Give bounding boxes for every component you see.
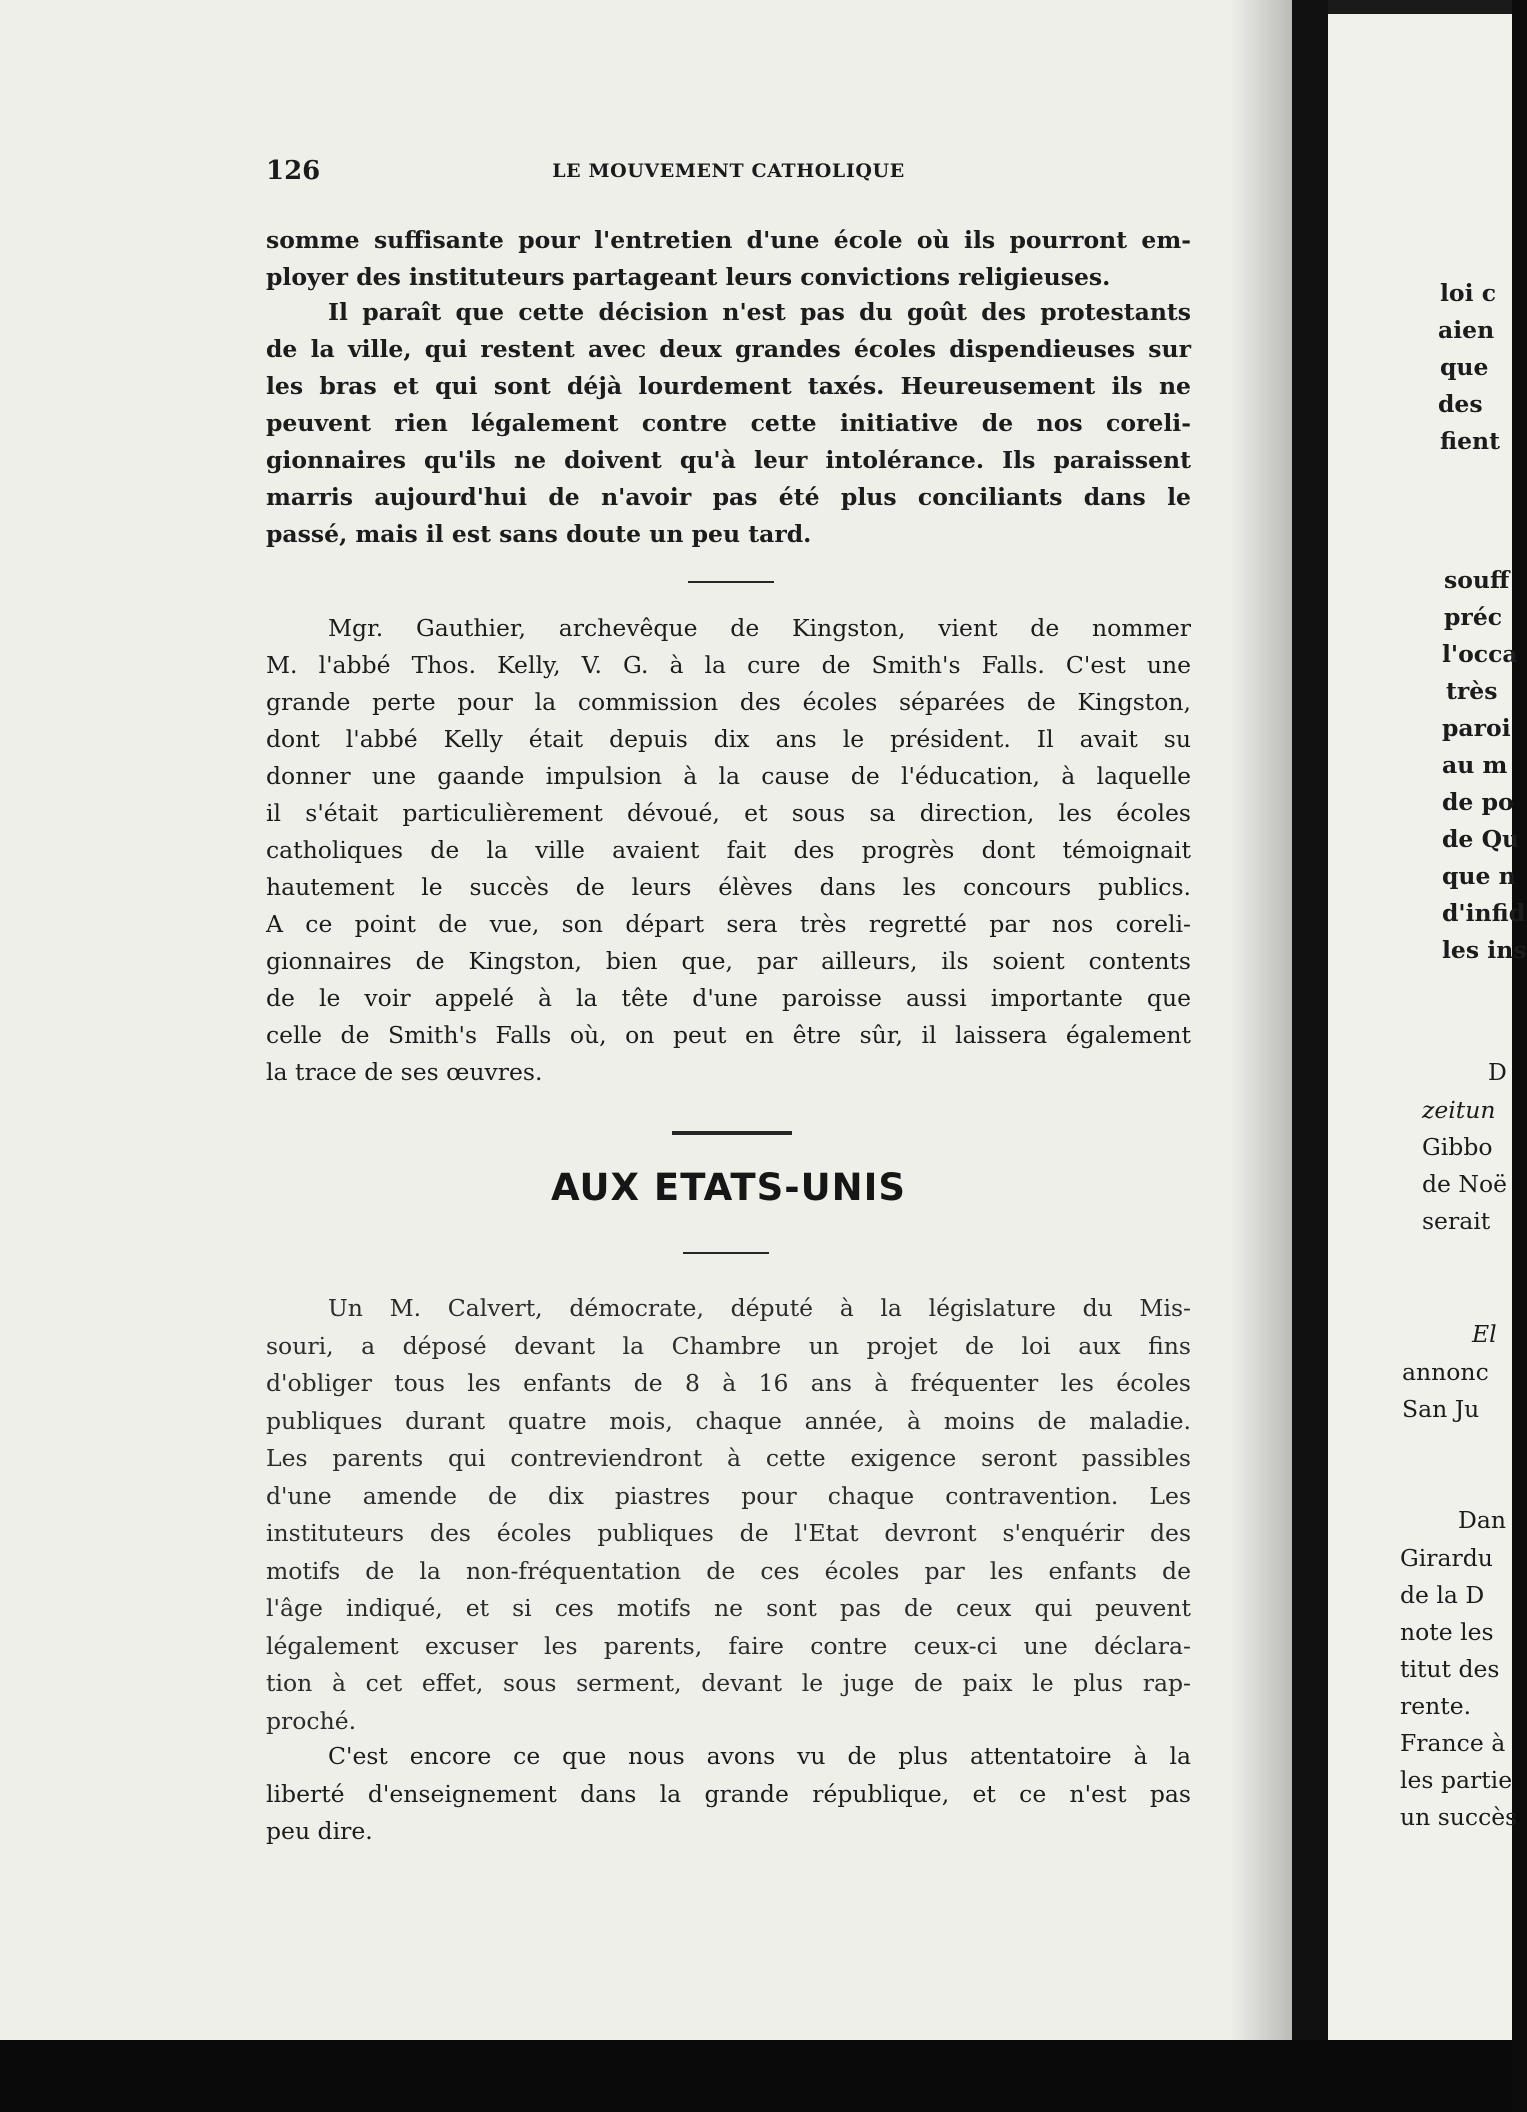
separator-rule xyxy=(688,581,774,583)
right-page-fragment: rente. xyxy=(1400,1692,1472,1720)
right-page-fragment: fient xyxy=(1440,427,1500,455)
text-line: d'obliger tous les enfants de 8 à 16 ans à fréquenter les écoles xyxy=(266,1369,1191,1397)
text-line: liberté d'enseignement dans la grande république, et ce n'est pas xyxy=(266,1779,1191,1808)
right-page-fragment: des xyxy=(1438,390,1483,418)
text-line: publiques durant quatre mois, chaque année, à moins de maladie. xyxy=(266,1406,1191,1435)
right-page-fragment: Dan xyxy=(1458,1506,1506,1534)
text-line: de le voir appelé à la tête d'une paroisse aussi importante que xyxy=(266,984,1191,1012)
right-page-fragment: note les xyxy=(1400,1618,1494,1646)
right-page-fragment: zeitun xyxy=(1422,1096,1496,1124)
right-page-fragment: souff xyxy=(1444,566,1510,594)
page-number: 126 xyxy=(266,156,321,186)
text-line: C'est encore ce que nous avons vu de plus attentatoire à la xyxy=(328,1742,1191,1770)
gutter-shadow xyxy=(1230,0,1292,2040)
text-line: légalement excuser les parents, faire contre ceux-ci une déclara- xyxy=(266,1631,1191,1660)
text-line: il s'était particulièrement dévoué, et sous sa direction, les écoles xyxy=(266,799,1191,827)
book-gutter xyxy=(1292,0,1328,2112)
text-line: peuvent rien légalement contre cette initiative de nos coreli- xyxy=(266,409,1191,437)
text-line: de la ville, qui restent avec deux grandes écoles dispendieuses sur xyxy=(266,335,1191,363)
right-page-fragment: aien xyxy=(1438,316,1495,344)
text-line: M. l'abbé Thos. Kelly, V. G. à la cure de Smith's Falls. C'est une xyxy=(266,651,1191,679)
text-line: l'âge indiqué, et si ces motifs ne sont pas de ceux qui peuvent xyxy=(266,1594,1191,1622)
right-page-fragment: les ins xyxy=(1442,936,1527,964)
section-rule-top xyxy=(672,1131,792,1135)
right-page-fragment: serait xyxy=(1422,1207,1491,1235)
paragraph-continuation xyxy=(266,222,1191,295)
text-line: hautement le succès de leurs élèves dans les concours publics. xyxy=(266,873,1191,901)
text-line: grande perte pour la commission des écoles séparées de Kingston, xyxy=(266,688,1191,716)
text-line: tion à cet effet, sous serment, devant le juge de paix le plus rap- xyxy=(266,1669,1191,1697)
text-line: celle de Smith's Falls où, on peut en être sûr, il laissera également xyxy=(266,1021,1191,1049)
page-header xyxy=(266,156,1191,186)
text-line: peu dire. xyxy=(266,1817,373,1845)
text-line: proché. xyxy=(266,1706,357,1735)
right-page-fragment: San Ju xyxy=(1402,1395,1480,1423)
right-page-fragment: de Noë xyxy=(1422,1170,1508,1198)
running-title: LE MOUVEMENT CATHOLIQUE xyxy=(552,160,905,182)
text-line: marris aujourd'hui de n'avoir pas été plus conciliants dans le xyxy=(266,483,1191,511)
right-page-fragment: l'occa xyxy=(1442,640,1518,668)
right-page-fragment: France à xyxy=(1400,1729,1506,1757)
text-line: ployer des instituteurs partageant leurs convictions religieuses. xyxy=(266,262,1111,291)
text-line: souri, a déposé devant la Chambre un projet de loi aux fins xyxy=(266,1331,1191,1360)
text-line: catholiques de la ville avaient fait des progrès dont témoignait xyxy=(266,836,1191,864)
right-page-fragment: paroi xyxy=(1442,714,1511,742)
right-page-fragment: préc xyxy=(1444,603,1503,631)
right-page-fragment: que xyxy=(1440,353,1489,381)
right-page-fragment: loi c xyxy=(1440,279,1497,307)
text-line: Il paraît que cette décision n'est pas du goût des protestants xyxy=(328,298,1191,326)
right-page-fragment: annonc xyxy=(1402,1358,1489,1386)
right-page-fragment: El xyxy=(1472,1320,1497,1348)
text-line: Les parents qui contreviendront à cette exigence seront passibles xyxy=(266,1444,1191,1472)
text-line: instituteurs des écoles publiques de l'Etat devront s'enquérir des xyxy=(266,1519,1191,1547)
text-line: motifs de la non-fréquentation de ces écoles par les enfants de xyxy=(266,1556,1191,1585)
right-page-fragment: au m xyxy=(1442,751,1508,779)
right-page-fragment: D xyxy=(1488,1058,1507,1086)
text-line: somme suffisante pour l'entretien d'une école où ils pourront em- xyxy=(266,226,1191,254)
text-line: la trace de ses œuvres. xyxy=(266,1058,543,1086)
text-line: gionnaires qu'ils ne doivent qu'à leur intolérance. Ils paraissent xyxy=(266,446,1191,474)
text-line: les bras et qui sont déjà lourdement taxés. Heureusement ils ne xyxy=(266,372,1191,400)
right-page-fragment: les partie xyxy=(1400,1766,1513,1794)
scan-bottom-edge xyxy=(0,2040,1512,2112)
right-page-fragment: très xyxy=(1446,677,1498,705)
section-title: AUX ETATS-UNIS xyxy=(550,1166,907,1209)
right-page-fragment: d'infid xyxy=(1442,899,1526,927)
right-page-fragment: de la D xyxy=(1400,1581,1485,1609)
paragraph-calvert xyxy=(266,1290,1191,1740)
text-line: Mgr. Gauthier, archevêque de Kingston, vient de nommer xyxy=(328,614,1191,642)
section-rule-bottom xyxy=(683,1252,769,1254)
text-line: Un M. Calvert, démocrate, député à la législature du Mis- xyxy=(328,1294,1191,1322)
text-line: passé, mais il est sans doute un peu tard. xyxy=(266,520,812,548)
paragraph-conclusion xyxy=(266,1738,1191,1851)
right-page-fragment: de po xyxy=(1442,788,1514,816)
text-line: A ce point de vue, son départ sera très regretté par nos coreli- xyxy=(266,910,1191,938)
right-page-edge xyxy=(1328,14,1527,2054)
paragraph-gauthier xyxy=(266,610,1191,1091)
text-line: d'une amende de dix piastres pour chaque contravention. Les xyxy=(266,1481,1191,1510)
text-line: gionnaires de Kingston, bien que, par ailleurs, ils soient contents xyxy=(266,947,1191,975)
right-page-fragment: que n xyxy=(1442,862,1516,890)
right-page-fragment: un succès xyxy=(1400,1803,1518,1831)
right-page-fragment: Gibbo xyxy=(1422,1133,1493,1161)
right-page-fragment: de Qu xyxy=(1442,825,1520,853)
text-line: donner une gaande impulsion à la cause de l'éducation, à laquelle xyxy=(266,762,1191,790)
text-line: dont l'abbé Kelly était depuis dix ans le président. Il avait su xyxy=(266,725,1191,753)
paragraph-protestants xyxy=(266,294,1191,553)
right-page-fragment: Girardu xyxy=(1400,1544,1493,1572)
right-page-fragment: titut des xyxy=(1400,1655,1500,1683)
